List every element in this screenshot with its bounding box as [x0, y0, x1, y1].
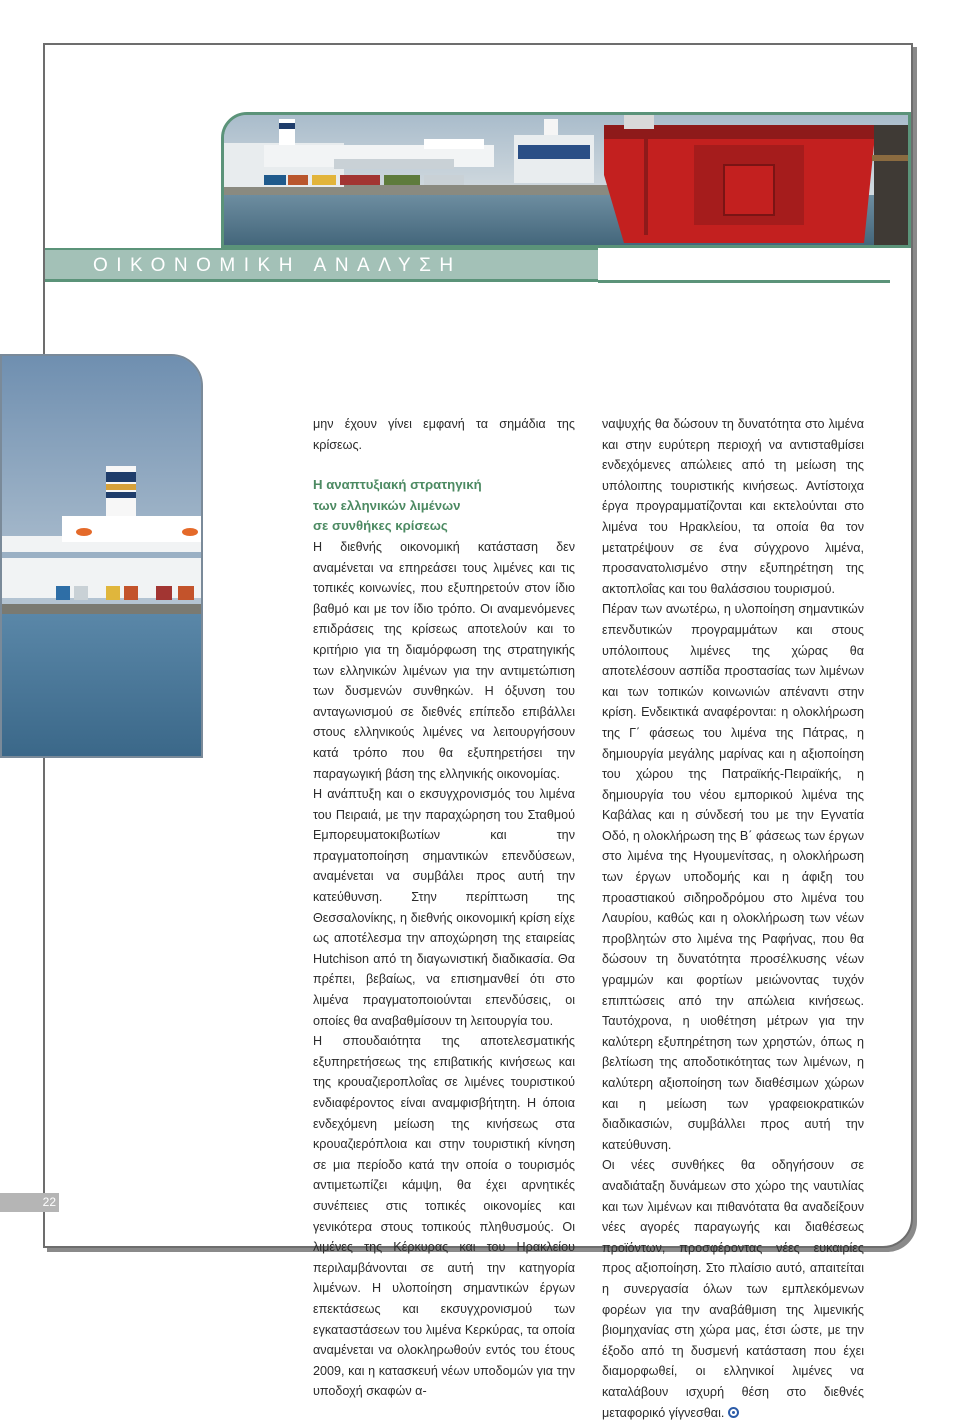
text-column-left — [313, 414, 575, 1402]
paragraph-final — [602, 1155, 864, 1423]
section-title: ΟΙΚΟΝΟΜΙΚΗ ΑΝΑΛΥΣΗ — [93, 255, 462, 276]
banner-rule — [598, 280, 890, 283]
page-number: 22 — [0, 1193, 59, 1212]
paragraph: Η ανάπτυξη και ο εκσυγχρονισμός του λιμένα του Πειραιά, με την παραχώρηση του Σταθμού Εμπορευματοκιβωτίων και την πραγματοποίηση σημαντικών επενδύσεων, αναμένεται να συμβάλει προς αυτή την κατεύθυνση. Στην περίπτωση της Θεσσαλονίκης, η διεθνής οικονομική κρίση είχε ως αποτέλεσμα την αποχώρηση της εταιρείας Hutchison από τη διαγωνιστική διαδικασία. Θα πρέπει, βεβαίως, να επισημανθεί ότι στο λιμένα πραγματοποιούνται επενδύσεις, οι οποίες θα αναβαθμίσουν τη λειτουργία του. — [313, 787, 575, 1028]
text-column-right — [602, 414, 864, 1423]
header-harbour-photo — [221, 112, 911, 248]
intro-line: μην έχουν γίνει εμφανή τα σημάδια της κρίσεως. — [313, 417, 575, 452]
paragraph-final-text: Οι νέες συνθήκες θα οδηγήσουν σε αναδιάταξη δυνάμεων στο χώρο της ναυτιλίας και των λιμένων και πιθανότατα θα αναδείξουν νέες αγορές παραγωγής και διαθέσεως προϊόντων, προσφέροντας νέες ευκαιρίες προς αξιοποίηση. Στο πλαίσιο αυτό, απαιτείται η συνεργασία όλων των εμπλεκόμενων φορέων για την αναβάθμιση της λιμενικής βιομηχανίας στη χώρα μας, έτσι ώστε, με την έξοδο από τη δυσμενή κατάσταση που έχει διαμορφωθεί, οι ελληνικοί λιμένες να καταλάβουν ισχυρή θέση στο διεθνές μεταφορικό γίγνεσθαι. — [602, 1158, 864, 1420]
subheading-line-3: σε συνθήκες κρίσεως — [313, 518, 448, 534]
subheading-line-1: Η αναπτυξιακή στρατηγική — [313, 477, 482, 493]
paragraph: Η σπουδαιότητα της αποτελεσματικής εξυπηρετήσεως της επιβατικής κινήσεως και της κρουαζιεροπλοΐας σε λιμένες τουριστικού ενδιαφέροντος είναι αναμφισβήτητη. Η όποια ενδεχόμενη μείωση της κινήσεως στα κρουαζιερόπλοια και στην τουριστική κίνηση σε μια περίοδο κατά την οποία ο τουρισμός αντιμετωπίζει κάμψη, θα έχει αρνητικές συνέπειες στις τοπικές οικονομίες και γενικότερα στους τοπικούς πληθυσμούς. Οι λιμένες της Κέρκυρας και του Ηρακλείου περιλαμβάνονται σε αυτή την κατηγορία λιμένων. Η υλοποίηση σημαντικών έργων επεκτάσεως και εκσυγχρονισμού των εγκαταστάσεων του λιμένα Κερκύρας, τα οποία αναμένεται να ολοκληρωθούν εντός του έτους 2009, και η κατασκευή νέων υποδομών για την υποδοχή σκαφών α- — [313, 1034, 575, 1399]
subheading-line-2: των ελληνικών λιμένων — [313, 497, 461, 513]
section-banner — [45, 248, 598, 282]
paragraph: ναψυχής θα δώσουν τη δυνατότητα στο λιμένα και στην ευρύτερη περιοχή να αντισταθμίσει ενδεχόμενες απώλειες από τη μείωση της υπόλοιπης τουριστικής κινήσεως. Αντίστοιχα έργα προγραμματίζονται και εκτελούνται στο λιμένα του Ηρακλείου, τα οποία θα τον μετατρέψουν σε ένα σύγχρονο λιμένα, προσανατολισμένο στην εξυπηρέτηση της ακτοπλοΐας και του θαλάσσιου τουρισμού. — [602, 417, 864, 596]
paragraph: Πέραν των ανωτέρω, η υλοποίηση σημαντικών επενδυτικών προγραμμάτων και στους υπόλοιπους λιμένες της χώρας θα αποτελέσουν ασπίδα προστασίας των λιμένων και των τοπικών κοινωνιών απέναντι στην κρίση. Ενδεικτικά αναφέρονται: η ολοκλήρωση της Γ΄ φάσεως του λιμένα της Πάτρας, η δημιουργία μεγάλης μαρίνας και η αξιοποίηση του χώρου της Πατραϊκής-Πειραϊκής, η δημιουργία του νέου εμπορικού λιμένα της Καβάλας και η σύνδεσή του με την Εγνατία Οδό, η ολοκλήρωση της Β΄ φάσεως των έργων στο λιμένα της Ηγουμενίτσας, η ολοκλήρωση των έργων υποδομής και η άφιξη του προαστιακού σιδηροδρόμου στο λιμένα του Λαυρίου, καθώς και η ολοκλήρωση των νέων προβλητών στο λιμένα της Ραφήνας, που θα δώσουν τη δυνατότητα προσέλκυσης νέων γραμμών και φορτίων μειώνοντας τυχόν επιπτώσεις από την απώλεια κινήσεως. Ταυτόχρονα, η υιοθέτηση μέτρων για την καλύτερη εξυπηρέτηση των χρηστών, όπως η βελτίωση της αποδοτικότητας των λιμένων, η καλύτερη αξιοποίηση των διαθέσιμων χώρων και η μείωση των γραφειοκρατικών διαδικασιών, συμβάλλει προς αυτή την κατεύθυνση. — [602, 602, 864, 1152]
end-of-article-icon — [728, 1407, 739, 1418]
ferry-illustration — [2, 356, 203, 758]
side-harbour-photo — [0, 354, 203, 758]
harbour-illustration — [224, 115, 911, 248]
paragraph: Η διεθνής οικονομική κατάσταση δεν αναμένεται να επηρεάσει τους λιμένες και τις τοπικές κοινωνίες, που εξυπηρετούν στον ίδιο βαθμό και με τον ίδιο τρόπο. Οι αναμενόμενες επιδράσεις της κρίσεως αποτελούν και το κριτήριο για τη διαμόρφωση της στρατηγικής των ελληνικών λιμένων για την αντιμετώπιση των δυσμενών συνθηκών. Η όξυνση του ανταγωνισμού σε διεθνές επίπεδο επιβάλλει στους ελληνικούς λιμένες να λειτουργήσουν κατά τρόπο που θα εξυπηρετήσει την παραγωγική βάση της ελληνικής οικονομίας. — [313, 539, 575, 781]
